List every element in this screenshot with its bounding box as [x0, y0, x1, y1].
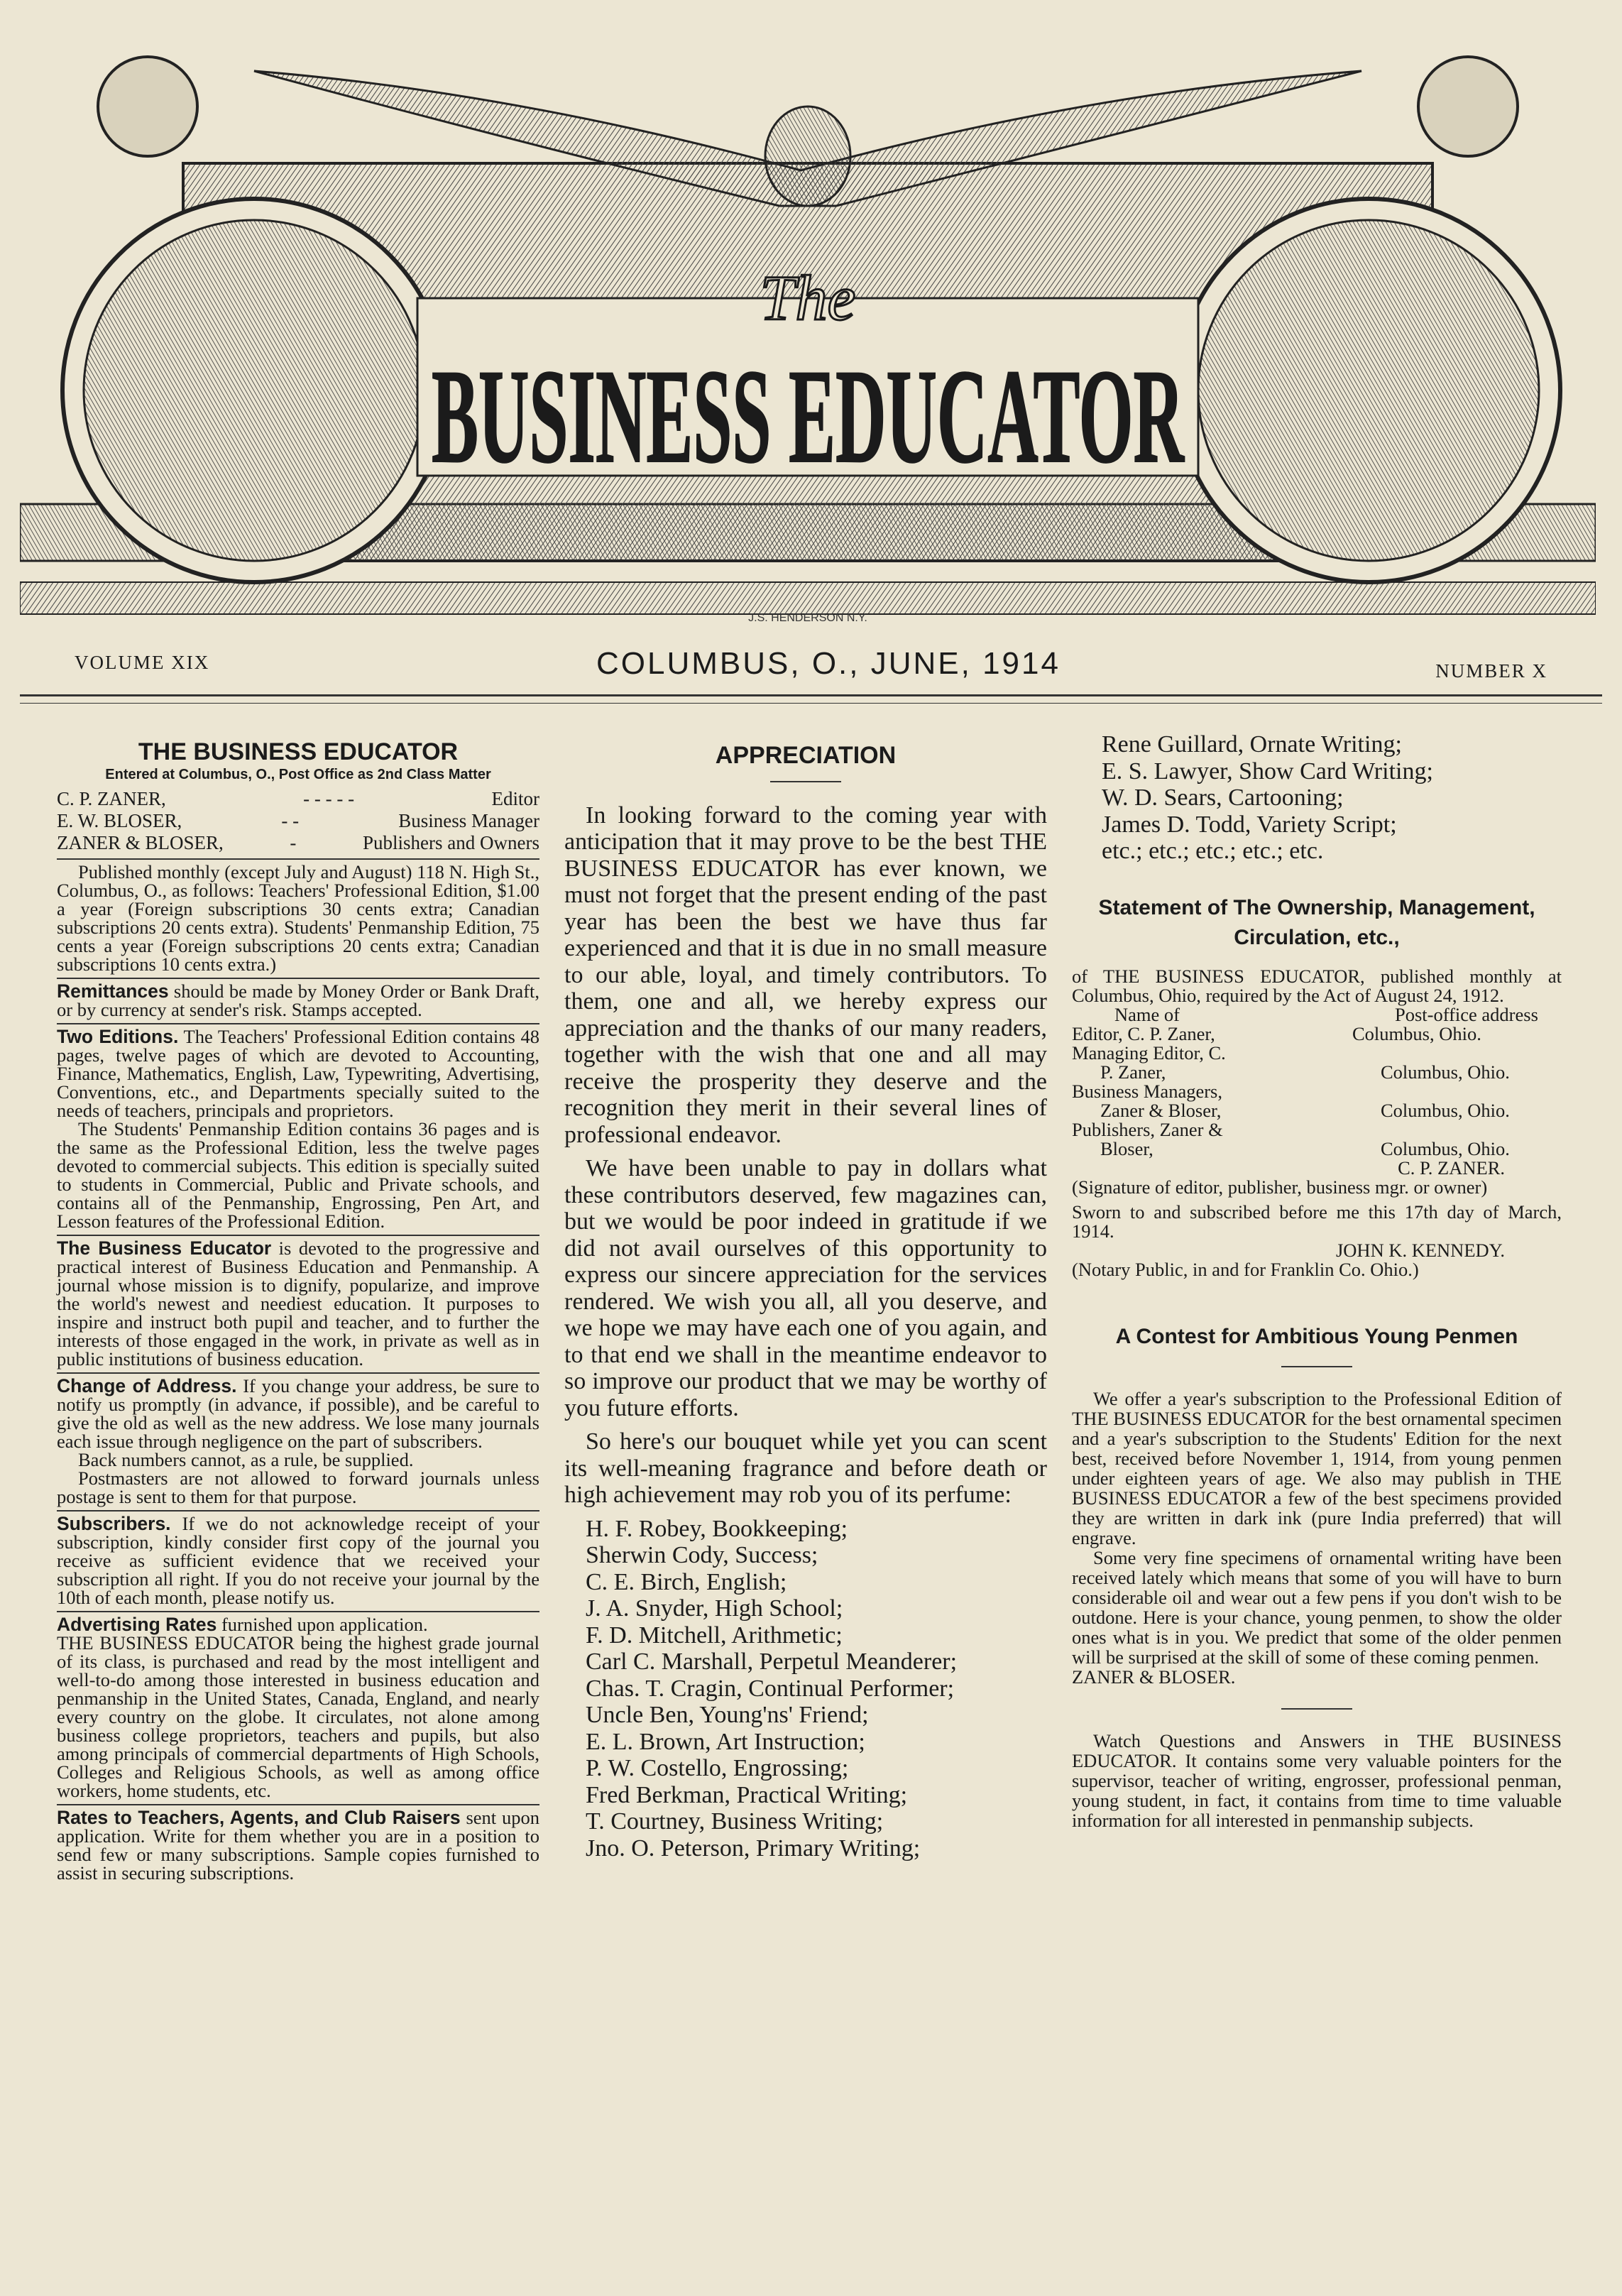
subscribers-text: If we do not acknowledge receipt of your subscription, kindly consider first copy of the journal you receive as sufficient evidence that we received your subscription all right. If you do not receive your journal by the 10th of each month, please notify us.	[57, 1513, 539, 1608]
staff-name: ZANER & BLOSER,	[57, 832, 224, 853]
change-text: If you change your address, be sure to notify us promptly (in advance, if possible), and be careful to give the old as well as the new address. We lose many journals each issue through negligence on the part of subscribers.	[57, 1375, 539, 1452]
table-row	[1072, 1044, 1562, 1063]
column-appreciation	[564, 731, 1047, 1862]
change-head: Change of Address.	[57, 1375, 237, 1396]
statement-intro: of THE BUSINESS EDUCATOR, published monthly at Columbus, Ohio, required by the Act of August 24, 1912.	[1072, 965, 1562, 1006]
staff-dashes: - -	[281, 810, 300, 831]
contributor: C. E. Birch, English;	[586, 1568, 787, 1595]
contributor: Rene Guillard, Ornate Writing;	[1102, 731, 1402, 758]
advertising-head: Advertising Rates	[57, 1614, 217, 1635]
contest-title: A Contest for Ambitious Young Penmen	[1115, 1324, 1518, 1348]
entered-note: Entered at Columbus, O., Post Office as 2nd Class Matter	[105, 767, 491, 782]
staff-role: Publishers and Owners	[363, 832, 539, 853]
staff-name: C. P. ZANER,	[57, 788, 166, 809]
contest-p2: Some very fine specimens of ornamental writing have been received lately which means that some of you will have to burn considerable oil and wear out a few pens if you don't wish to be outdone. Here is your chance, young penmen, to show the older ones what is in you. We predict that some of the older penmen will be surprised at the skill of some of these coming penmen.	[1072, 1546, 1562, 1668]
rule-top	[20, 694, 1602, 696]
contributor: Carl C. Marshall, Perpetul Meanderer;	[586, 1649, 958, 1675]
issue-number: NUMBER X	[1435, 660, 1547, 682]
remittances-head: Remittances	[57, 980, 169, 1002]
contributor: P. W. Costello, Engrossing;	[586, 1755, 849, 1781]
contributor: J. A. Snyder, High School;	[586, 1595, 843, 1622]
contributor-list-cont	[1072, 731, 1562, 865]
title-rule	[770, 781, 841, 782]
table-head-left: Name of	[1114, 1003, 1180, 1025]
change-text-2: Back numbers cannot, as a rule, be supplied.	[78, 1449, 414, 1470]
table-row	[1072, 1120, 1562, 1139]
contest-body	[1072, 1389, 1562, 1687]
table-row	[1072, 1139, 1562, 1159]
contributor: W. D. Sears, Cartooning;	[1102, 785, 1344, 811]
statement-body	[1072, 967, 1562, 1279]
journal-title: THE BUSINESS EDUCATOR	[138, 738, 459, 765]
staff-list	[57, 788, 539, 854]
contributor: E. L. Brown, Art Instruction;	[586, 1728, 865, 1755]
contest-rule	[1281, 1366, 1352, 1367]
rates-head: Rates to Teachers, Agents, and Club Raisers	[57, 1807, 461, 1828]
two-editions-text-2: The Students' Penmanship Edition contains 36 pages and is the same as the Professional Edition, less the twelve pages devoted to commercial subjects. This edition is specially suited to students in Commercial, Public and Private schools, and contains all of the Penmanship, Engrossing, Pen Art, and Lesson features of the Professional Edition.	[57, 1118, 539, 1232]
appreciation-title: APPRECIATION	[715, 742, 897, 769]
change-address-note	[57, 1372, 539, 1506]
table-cell	[1352, 1044, 1562, 1063]
signature-note: (Signature of editor, publisher, business mgr. or owner)	[1072, 1176, 1488, 1198]
change-text-3: Postmasters are not allowed to forward journals unless postage is sent to them for that purpose.	[57, 1467, 539, 1507]
sworn-note: Sworn to and subscribed before me this 17th day of March, 1914.	[1072, 1201, 1562, 1242]
contributor: Uncle Ben, Young'ns' Friend;	[586, 1702, 869, 1728]
advertising-text: furnished upon application.	[221, 1614, 428, 1635]
table-row	[1072, 1024, 1562, 1044]
published-note: Published monthly (except July and August) 118 N. High St., Columbus, O., as follows: Teachers' Professional Edition, $1.00 a year (Foreign subscriptions 30 cents extra; Canadian subscriptions 20 cents extra). Students' Penmanship Edition, 75 cents a year (Foreign subscriptions 20 cents extra; Canadian subscriptions 10 cents extra.)	[57, 858, 539, 973]
devoted-text: is devoted to the progressive and practical interest of Business Education and Penmanship. A journal whose mission is to dignify, popularize, and improve the world's newest and neediest education. It purposes to inspire and instruct both pupil and teacher, and to further the interests of those engaged in the work, in private as well as in public institutions of business education.	[57, 1237, 539, 1370]
table-row	[1072, 1063, 1562, 1082]
notary-name: JOHN K. KENNEDY.	[1335, 1239, 1505, 1261]
table-cell	[1352, 1082, 1562, 1101]
column-publication-info	[57, 731, 539, 1882]
contributor: H. F. Robey, Bookkeeping;	[586, 1515, 848, 1542]
volume-number: VOLUME XIX	[75, 652, 210, 673]
staff-row	[57, 788, 539, 810]
masthead-the: The	[760, 263, 856, 334]
staff-row	[57, 832, 539, 854]
contributor-list	[564, 1516, 1047, 1862]
contributor: F. D. Mitchell, Arithmetic;	[586, 1622, 843, 1649]
staff-row	[57, 810, 539, 832]
table-cell: Bloser,	[1100, 1137, 1154, 1159]
devoted-note	[57, 1235, 539, 1368]
masthead-title: BUSINESS EDUCATOR	[432, 342, 1185, 491]
contest-signature: ZANER & BLOSER.	[1072, 1666, 1236, 1688]
table-cell: Publishers, Zaner &	[1072, 1118, 1223, 1140]
table-cell: Columbus, Ohio.	[1381, 1137, 1510, 1159]
watch-rule	[1281, 1708, 1352, 1710]
staff-dashes: - - - - -	[303, 788, 355, 809]
watch-note: Watch Questions and Answers in THE BUSINESS EDUCATOR. It contains some very valuable pointers for the supervisor, teacher of writing, engrosser, professional penman, young student, in fact, it contains from time to time valuable information for all interested in penmanship subjects.	[1072, 1729, 1562, 1831]
staff-role: Business Manager	[398, 810, 539, 831]
appreciation-p3: So here's our bouquet while yet you can scent its well-meaning fragrance and before death or high achievement may rob you of its perfume:	[564, 1428, 1047, 1508]
appreciation-p1: In looking forward to the coming year with anticipation that it may prove to be the best THE BUSINESS EDUCATOR has ever known, we must not forget that the present ending of the past year has been the best we have thus far experienced and that it is due in no small measure to our able, loyal, and timely contributors. To them, one and all, we hereby express our appreciation and the thanks of our many readers, together with the wish that one and all may receive the prosperity they deserve and the recognition they merit in their several lines of professional endeavor.	[564, 802, 1047, 1148]
table-cell: Business Managers,	[1072, 1080, 1222, 1102]
contributor: etc.; etc.; etc.; etc.; etc.	[1102, 838, 1324, 864]
subscribers-note	[57, 1510, 539, 1607]
table-cell	[1352, 1120, 1562, 1139]
contributor: James D. Todd, Variety Script;	[1102, 811, 1397, 838]
remittances-note	[57, 978, 539, 1019]
table-cell: Columbus, Ohio.	[1381, 1061, 1510, 1083]
table-cell: P. Zaner,	[1100, 1061, 1166, 1083]
contributor: E. S. Lawyer, Show Card Writing;	[1102, 758, 1433, 785]
masthead-credit: J.S. HENDERSON N.Y.	[748, 612, 867, 624]
contributor: Chas. T. Cragin, Continual Performer;	[586, 1675, 955, 1702]
rates-note	[57, 1804, 539, 1882]
staff-role: Editor	[491, 788, 539, 809]
table-cell: Zaner & Bloser,	[1100, 1099, 1222, 1121]
statement-title: Statement of The Ownership, Management, Circulation, etc.,	[1098, 895, 1535, 949]
issue-date: COLUMBUS, O., JUNE, 1914	[596, 646, 1061, 681]
table-cell: Columbus, Ohio.	[1381, 1099, 1510, 1121]
contributor: Sherwin Cody, Success;	[586, 1542, 818, 1568]
rule-top-thin	[20, 703, 1602, 704]
rates-text: sent upon application. Write for them whether you are in a position to send few or many subscriptions. Sample copies furnished to assist in securing subscriptions.	[57, 1807, 539, 1884]
table-cell: Editor, C. P. Zaner,	[1072, 1022, 1215, 1044]
remittances-text: should be made by Money Order or Bank Draft, or by currency at sender's risk. Stamps accepted.	[57, 980, 540, 1020]
contributor: Fred Berkman, Practical Writing;	[586, 1781, 908, 1808]
contributor: Jno. O. Peterson, Primary Writing;	[586, 1835, 921, 1862]
devoted-head: The Business Educator	[57, 1237, 272, 1259]
table-head-right: Post-office address	[1395, 1003, 1538, 1025]
subscribers-head: Subscribers.	[57, 1513, 171, 1534]
staff-name: E. W. BLOSER,	[57, 810, 182, 831]
masthead-illustration	[20, 43, 1596, 625]
two-editions-note	[57, 1023, 539, 1230]
statement-table-head	[1072, 1005, 1562, 1024]
table-cell: Columbus, Ohio.	[1352, 1022, 1481, 1044]
column-statement	[1072, 731, 1562, 1830]
volume-line	[75, 646, 1547, 687]
two-editions-head: Two Editions.	[57, 1026, 179, 1047]
contest-p1: We offer a year's subscription to the Professional Edition of THE BUSINESS EDUCATOR for the best ornamental specimen and a year's subscription to the Students' Edition for the next best, received before November 1, 1914, from young penmen under eighteen years of age. We also may publish in THE BUSINESS EDUCATOR a few of the best specimens provided they are written in dark ink (pure India preferred) that will engrave.	[1072, 1387, 1562, 1548]
advertising-note	[57, 1611, 539, 1800]
statement-signer: C. P. ZANER.	[1398, 1157, 1505, 1179]
staff-dashes: -	[290, 832, 297, 853]
table-cell: Managing Editor, C.	[1072, 1042, 1226, 1064]
contributor: T. Courtney, Business Writing;	[586, 1808, 884, 1835]
table-row	[1072, 1082, 1562, 1101]
notary-note: (Notary Public, in and for Franklin Co. Ohio.)	[1072, 1258, 1419, 1280]
two-editions-text: The Teachers' Professional Edition contains 48 pages, twelve pages of which are devoted to Accounting, Finance, Mathematics, English, Law, Typewriting, Advertising, Conventions, etc., and Departments specially suited to the needs of teachers, principals and proprietors.	[57, 1026, 539, 1121]
appreciation-p2: We have been unable to pay in dollars what these contributors deserved, few magazines can, but we would be poor indeed in gratitude if we did not avail ourselves of this opportunity to express our sincere appreciation for the services rendered. We wish you all, all you deserve, and we hope we may have each one of you again, and to that end we shall in the meantime endeavor to so improve our product that we may be worthy of you future efforts.	[564, 1155, 1047, 1421]
table-row	[1072, 1101, 1562, 1120]
advertising-text-2: THE BUSINESS EDUCATOR being the highest grade journal of its class, is purchased and read by the most intelligent and well-to-do among those interested in business education and penmanship in the United States, Canada, England, and nearly every country on the globe. It circulates, not alone among business college proprietors, teachers and pupils, but also among principals of commercial departments of High Schools, Colleges and Religious Schools, as well as among office workers, home students, etc.	[57, 1632, 539, 1801]
